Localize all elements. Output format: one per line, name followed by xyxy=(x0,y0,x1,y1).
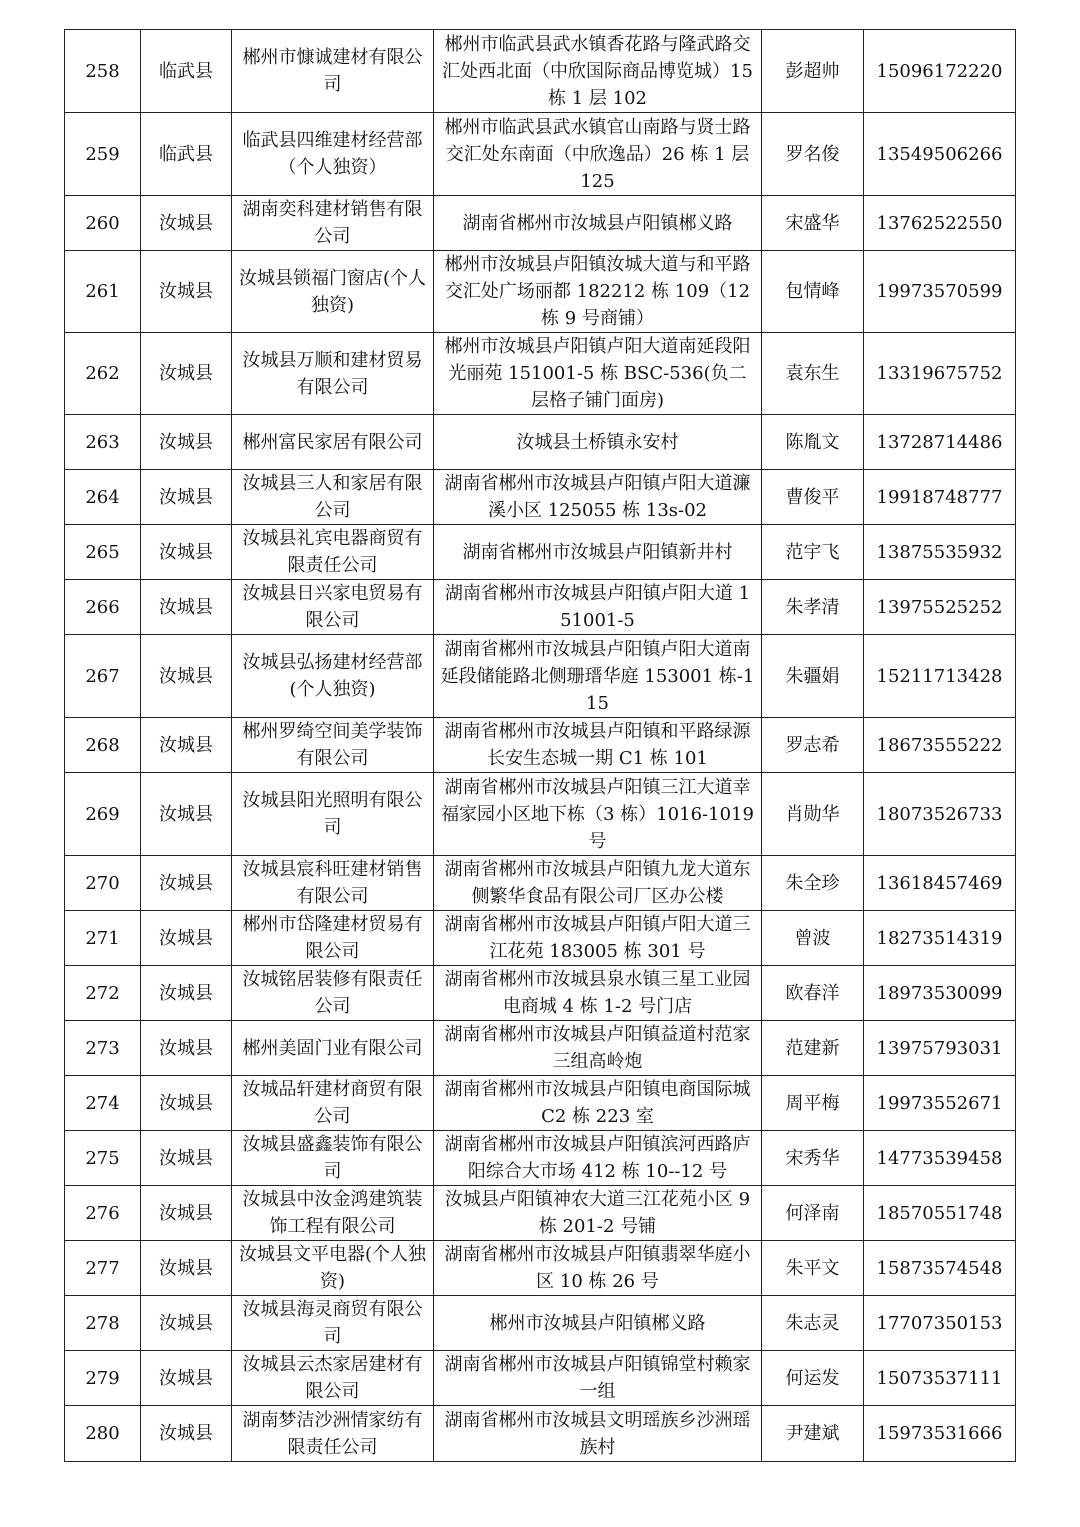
contact-person-cell: 朱全珍 xyxy=(762,856,864,911)
company-name-cell: 汝城县云杰家居建材有限公司 xyxy=(232,1351,434,1406)
county-cell: 汝城县 xyxy=(141,966,232,1021)
row-number: 277 xyxy=(65,1241,141,1296)
row-number: 258 xyxy=(65,30,141,113)
address-cell: 汝城县土桥镇永安村 xyxy=(434,415,762,470)
row-number: 278 xyxy=(65,1296,141,1351)
county-cell: 汝城县 xyxy=(141,1021,232,1076)
phone-cell: 19973552671 xyxy=(864,1076,1016,1131)
table-row xyxy=(65,966,1016,1021)
contact-person-cell: 朱志灵 xyxy=(762,1296,864,1351)
phone-cell: 18973530099 xyxy=(864,966,1016,1021)
row-number: 274 xyxy=(65,1076,141,1131)
phone-cell: 18673555222 xyxy=(864,718,1016,773)
contact-person-cell: 肖勋华 xyxy=(762,773,864,856)
company-name-cell: 汝城县弘扬建材经营部(个人独资) xyxy=(232,635,434,718)
contact-person-cell: 朱孝清 xyxy=(762,580,864,635)
company-name-cell: 汝城县礼宾电器商贸有限责任公司 xyxy=(232,525,434,580)
address-cell: 湖南省郴州市汝城县泉水镇三星工业园电商城 4 栋 1-2 号门店 xyxy=(434,966,762,1021)
company-name-cell: 汝城县日兴家电贸易有限公司 xyxy=(232,580,434,635)
address-cell: 湖南省郴州市汝城县卢阳镇卢阳大道南延段储能路北侧珊瑨华庭 153001 栋-115 xyxy=(434,635,762,718)
address-cell: 湖南省郴州市汝城县卢阳镇九龙大道东 侧繁华食品有限公司厂区办公楼 xyxy=(434,856,762,911)
contact-person-cell: 尹建斌 xyxy=(762,1406,864,1462)
table-row xyxy=(65,525,1016,580)
contact-person-cell: 罗名俊 xyxy=(762,113,864,196)
county-cell: 汝城县 xyxy=(141,856,232,911)
table-row xyxy=(65,773,1016,856)
contact-person-cell: 袁东生 xyxy=(762,333,864,415)
company-name-cell: 临武县四维建材经营部（个人独资） xyxy=(232,113,434,196)
company-name-cell: 湖南梦洁沙洲情家纺有限责任公司 xyxy=(232,1406,434,1462)
phone-cell: 18570551748 xyxy=(864,1186,1016,1241)
county-cell: 汝城县 xyxy=(141,470,232,525)
address-cell: 湖南省郴州市汝城县卢阳镇益道村范家三组高岭炮 xyxy=(434,1021,762,1076)
table-row xyxy=(65,856,1016,911)
contact-person-cell: 何泽南 xyxy=(762,1186,864,1241)
company-name-cell: 汝城县万顺和建材贸易有限公司 xyxy=(232,333,434,415)
contact-person-cell: 朱平文 xyxy=(762,1241,864,1296)
contact-person-cell: 周平梅 xyxy=(762,1076,864,1131)
phone-cell: 19973570599 xyxy=(864,251,1016,333)
row-number: 262 xyxy=(65,333,141,415)
table-row xyxy=(65,251,1016,333)
row-number: 275 xyxy=(65,1131,141,1186)
row-number: 265 xyxy=(65,525,141,580)
table-row xyxy=(65,1296,1016,1351)
merchant-table xyxy=(64,29,1016,1462)
address-cell: 湖南省郴州市汝城县卢阳镇滨河西路庐阳综合大市场 412 栋 10--12 号 xyxy=(434,1131,762,1186)
contact-person-cell: 罗志希 xyxy=(762,718,864,773)
county-cell: 汝城县 xyxy=(141,1351,232,1406)
address-cell: 汝城县卢阳镇神农大道三江花苑小区 9 栋 201-2 号铺 xyxy=(434,1186,762,1241)
county-cell: 汝城县 xyxy=(141,333,232,415)
table-row xyxy=(65,470,1016,525)
row-number: 271 xyxy=(65,911,141,966)
county-cell: 汝城县 xyxy=(141,415,232,470)
address-cell: 湖南省郴州市汝城县卢阳镇卢阳大道三江花苑 183005 栋 301 号 xyxy=(434,911,762,966)
phone-cell: 15973531666 xyxy=(864,1406,1016,1462)
row-number: 276 xyxy=(65,1186,141,1241)
phone-cell: 13975525252 xyxy=(864,580,1016,635)
contact-person-cell: 何运发 xyxy=(762,1351,864,1406)
contact-person-cell: 宋盛华 xyxy=(762,196,864,251)
row-number: 269 xyxy=(65,773,141,856)
table-row xyxy=(65,580,1016,635)
address-cell: 湖南省郴州市汝城县卢阳镇翡翠华庭小区 10 栋 26 号 xyxy=(434,1241,762,1296)
table-row xyxy=(65,1021,1016,1076)
phone-cell: 18073526733 xyxy=(864,773,1016,856)
address-cell: 湖南省郴州市汝城县卢阳镇新井村 xyxy=(434,525,762,580)
phone-cell: 13319675752 xyxy=(864,333,1016,415)
company-name-cell: 郴州市慷诚建材有限公司 xyxy=(232,30,434,113)
row-number: 260 xyxy=(65,196,141,251)
phone-cell: 13975793031 xyxy=(864,1021,1016,1076)
company-name-cell: 郴州美固门业有限公司 xyxy=(232,1021,434,1076)
company-name-cell: 汝城县宸科旺建材销售有限公司 xyxy=(232,856,434,911)
county-cell: 汝城县 xyxy=(141,1131,232,1186)
contact-person-cell: 范建新 xyxy=(762,1021,864,1076)
phone-cell: 15211713428 xyxy=(864,635,1016,718)
county-cell: 汝城县 xyxy=(141,1076,232,1131)
contact-person-cell: 范宇飞 xyxy=(762,525,864,580)
table-row xyxy=(65,30,1016,113)
company-name-cell: 汝城县中汝金鸿建筑装饰工程有限公司 xyxy=(232,1186,434,1241)
address-cell: 湖南省郴州市汝城县卢阳镇电商国际城 C2 栋 223 室 xyxy=(434,1076,762,1131)
table-row xyxy=(65,1351,1016,1406)
table-row xyxy=(65,911,1016,966)
contact-person-cell: 包情峰 xyxy=(762,251,864,333)
row-number: 266 xyxy=(65,580,141,635)
row-number: 259 xyxy=(65,113,141,196)
table-row xyxy=(65,196,1016,251)
address-cell: 郴州市临武县武水镇官山南路与贤士路交汇处东南面（中欣逸品）26 栋 1 层 125 xyxy=(434,113,762,196)
county-cell: 临武县 xyxy=(141,30,232,113)
contact-person-cell: 朱疆娟 xyxy=(762,635,864,718)
county-cell: 汝城县 xyxy=(141,525,232,580)
address-cell: 湖南省郴州市汝城县卢阳镇卢阳大道濂溪小区 125055 栋 13s-02 xyxy=(434,470,762,525)
address-cell: 郴州市汝城县卢阳镇卢阳大道南延段阳光丽苑 151001-5 栋 BSC-536(负二层格子铺门面房) xyxy=(434,333,762,415)
company-name-cell: 汝城铭居装修有限责任公司 xyxy=(232,966,434,1021)
table-row xyxy=(65,1131,1016,1186)
merchant-table-body xyxy=(65,30,1016,1462)
table-row xyxy=(65,1241,1016,1296)
company-name-cell: 汝城品轩建材商贸有限公司 xyxy=(232,1076,434,1131)
contact-person-cell: 宋秀华 xyxy=(762,1131,864,1186)
company-name-cell: 汝城县锁福门窗店(个人独资) xyxy=(232,251,434,333)
address-cell: 湖南省郴州市汝城县卢阳镇锦堂村赖家一组 xyxy=(434,1351,762,1406)
row-number: 279 xyxy=(65,1351,141,1406)
address-cell: 湖南省郴州市汝城县文明瑶族乡沙洲瑶族村 xyxy=(434,1406,762,1462)
county-cell: 汝城县 xyxy=(141,1186,232,1241)
phone-cell: 13875535932 xyxy=(864,525,1016,580)
contact-person-cell: 曾波 xyxy=(762,911,864,966)
address-cell: 湖南省郴州市汝城县卢阳镇郴义路 xyxy=(434,196,762,251)
row-number: 263 xyxy=(65,415,141,470)
county-cell: 汝城县 xyxy=(141,1406,232,1462)
row-number: 261 xyxy=(65,251,141,333)
row-number: 264 xyxy=(65,470,141,525)
row-number: 268 xyxy=(65,718,141,773)
contact-person-cell: 曹俊平 xyxy=(762,470,864,525)
county-cell: 汝城县 xyxy=(141,1296,232,1351)
company-name-cell: 郴州罗绮空间美学装饰有限公司 xyxy=(232,718,434,773)
company-name-cell: 汝城县海灵商贸有限公司 xyxy=(232,1296,434,1351)
table-row xyxy=(65,415,1016,470)
phone-cell: 15096172220 xyxy=(864,30,1016,113)
table-row xyxy=(65,1406,1016,1462)
row-number: 267 xyxy=(65,635,141,718)
table-row xyxy=(65,113,1016,196)
phone-cell: 15073537111 xyxy=(864,1351,1016,1406)
address-cell: 湖南省郴州市汝城县卢阳镇三江大道幸福家园小区地下栋（3 栋）1016-1019 号 xyxy=(434,773,762,856)
phone-cell: 18273514319 xyxy=(864,911,1016,966)
phone-cell: 19918748777 xyxy=(864,470,1016,525)
county-cell: 临武县 xyxy=(141,113,232,196)
phone-cell: 13728714486 xyxy=(864,415,1016,470)
county-cell: 汝城县 xyxy=(141,251,232,333)
contact-person-cell: 欧春洋 xyxy=(762,966,864,1021)
row-number: 272 xyxy=(65,966,141,1021)
county-cell: 汝城县 xyxy=(141,580,232,635)
county-cell: 汝城县 xyxy=(141,718,232,773)
contact-person-cell: 陈胤文 xyxy=(762,415,864,470)
contact-person-cell: 彭超帅 xyxy=(762,30,864,113)
phone-cell: 14773539458 xyxy=(864,1131,1016,1186)
table-row xyxy=(65,333,1016,415)
table-row xyxy=(65,635,1016,718)
phone-cell: 17707350153 xyxy=(864,1296,1016,1351)
table-row xyxy=(65,1186,1016,1241)
company-name-cell: 汝城县文平电器(个人独资) xyxy=(232,1241,434,1296)
county-cell: 汝城县 xyxy=(141,911,232,966)
address-cell: 郴州市汝城县卢阳镇郴义路 xyxy=(434,1296,762,1351)
company-name-cell: 汝城县三人和家居有限公司 xyxy=(232,470,434,525)
row-number: 273 xyxy=(65,1021,141,1076)
phone-cell: 13762522550 xyxy=(864,196,1016,251)
address-cell: 湖南省郴州市汝城县卢阳镇卢阳大道 151001-5 xyxy=(434,580,762,635)
address-cell: 湖南省郴州市汝城县卢阳镇和平路绿源长安生态城一期 C1 栋 101 xyxy=(434,718,762,773)
row-number: 270 xyxy=(65,856,141,911)
county-cell: 汝城县 xyxy=(141,635,232,718)
company-name-cell: 郴州富民家居有限公司 xyxy=(232,415,434,470)
phone-cell: 13549506266 xyxy=(864,113,1016,196)
county-cell: 汝城县 xyxy=(141,773,232,856)
company-name-cell: 湖南奕科建材销售有限公司 xyxy=(232,196,434,251)
company-name-cell: 汝城县盛鑫装饰有限公司 xyxy=(232,1131,434,1186)
address-cell: 郴州市临武县武水镇香花路与隆武路交汇处西北面（中欣国际商品博览城）15 栋 1 层 102 xyxy=(434,30,762,113)
company-name-cell: 汝城县阳光照明有限公司 xyxy=(232,773,434,856)
county-cell: 汝城县 xyxy=(141,196,232,251)
phone-cell: 15873574548 xyxy=(864,1241,1016,1296)
address-cell: 郴州市汝城县卢阳镇汝城大道与和平路交汇处广场丽都 182212 栋 109（12 栋 9 号商铺） xyxy=(434,251,762,333)
table-row xyxy=(65,718,1016,773)
phone-cell: 13618457469 xyxy=(864,856,1016,911)
company-name-cell: 郴州市岱隆建材贸易有限公司 xyxy=(232,911,434,966)
county-cell: 汝城县 xyxy=(141,1241,232,1296)
row-number: 280 xyxy=(65,1406,141,1462)
table-row xyxy=(65,1076,1016,1131)
